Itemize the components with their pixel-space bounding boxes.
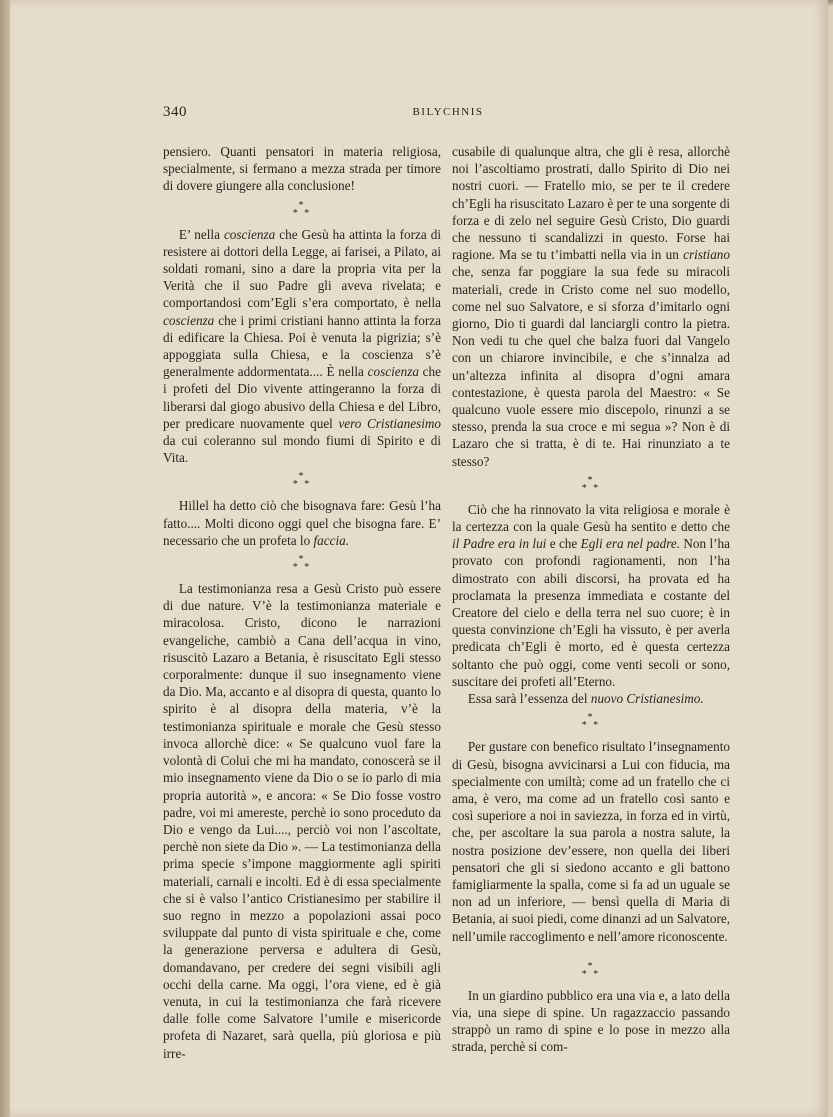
right-column xyxy=(452,143,730,1056)
asterism: * * * xyxy=(292,554,312,574)
paragraph: E’ nella coscienza che Gesù ha attinta la forza di resistere ai dottori della Legge, ai farisei, a Pilato, ai soldati romani, sino a dare la propria vita per la Verità che il suo Padre gli aveva rivelata; e comportandosi com’Egli s’era comportato, è nella coscienza che i primi cristiani hanno attinta la forza di edificare la Chiesa. Poi è venuta la pigrizia; s’è appoggiata sulla Chiesa, e la coscienza s’è generalmente addormentata.... È nella coscienza che i profeti del Dio vivente attingeranno la forza di liberarsi dal giogo abusivo della Chiesa e del Libro, per predicare nuovamente quel vero Cristianesimo da cui coleranno sul mondo fiumi di Spirito e di Vita. xyxy=(163,226,442,466)
paragraph: In un giardino pubblico era una via e, a lato della via, una siepe di spine. Un ragazzaccio passando strappò un ramo di spine e lo pose in mezzo alla strada, perchè si com- xyxy=(452,987,730,1055)
paragraph: Per gustare con benefico risultato l’insegnamento di Gesù, bisogna avvicinarsi a Lui con fiducia, ma specialmente con umiltà; come ad un fratello che ci ama, è vero, ma come ad un fratello così santo e così superiore a noi in saviezza, in forza ed in virtù, che, per ascoltare la sua parola a nostra salute, la nostra posizione dev’essere, non quella dei liberi pensatori che gli si siedono accanto e gli battono famigliarmente la spalla, come si fa ad un uguale se non ad un inferiore, — bensì quella di Maria di Betania, ai suoi piedi, come dinanzi ad un Salvatore, nell’umile raccoglimento e nell’amore riconoscente. xyxy=(452,739,730,944)
paragraph: Essa sarà l’essenza del nuovo Cristianesimo. xyxy=(467,691,704,707)
left-column xyxy=(163,143,441,1062)
asterism: * * * xyxy=(581,960,601,980)
asterism: * * * xyxy=(581,712,601,732)
paragraph: Ciò che ha rinnovato la vita religiosa e morale è la certezza con la quale Gesù ha sentito e detto che il Padre era in lui e che Egli era nel padre. Non l’ha provato con profondi ragionamenti, non l’ha dimostrato con abili discorsi, ha provata ed ha proclamata la presenza immediata e costante del Creatore del cielo e della terra nel suo cuore; è in questa convinzione ch’Egli ha vissuto, è per averla predicata ch’Egli è morto, ed è questa certezza soltanto che può oggi, come venti secoli or sono, suscitare dei profeti all’Eterno. xyxy=(452,501,731,689)
asterism: * * * xyxy=(292,199,312,219)
running-head: BILYCHNIS xyxy=(412,106,484,118)
binding-edge xyxy=(0,0,10,1117)
page-header xyxy=(163,104,733,126)
asterism: * * * xyxy=(292,471,312,491)
asterism: * * * xyxy=(581,474,601,494)
paragraph: Hillel ha detto ciò che bisognava fare: Gesù l’ha fatto.... Molti dicono oggi quel che bisogna fare. E’ necessario che un profeta lo faccia. xyxy=(163,498,441,548)
paragraph: pensiero. Quanti pensatori in materia religiosa, specialmente, si fermano a mezza strada per timore di dovere giungere alla conclusione! xyxy=(163,144,441,194)
paragraph: La testimonianza resa a Gesù Cristo può essere di due nature. V’è la testimonianza materiale e miracolosa. Cristo, dicono le narrazioni evangeliche, cambiò a Cana dell’acqua in vino, risuscitò Lazaro a Betania, è risuscitato Egli stesso corporalmente: dunque il suo insegnamento viene da Dio. Ma, accanto e al disopra di questa, quanto lo spirito è al disopra della materia, v’è la testimonianza spirituale e morale che Gesù stesso invoca allorchè dice: « Se qualcuno vuol fare la volontà di Colui che mi ha mandato, conoscerà se il mio insegnamento viene da Dio o se io parlo di mia propria autorità », e ancora: « Se Dio fosse vostro padre, voi mi amereste, perchè io sono proceduto da Dio e vengo da Lui...., perciò voi non l’ascoltate, perchè non siete da Dio ». — La testimonianza della prima specie s’impone maggiormente agli spiriti materiali, carnali e incolti. Ed è di essa specialmente che si è valso l’antico Cristianesimo per stabilire il suo regno in mezzo a popolazioni assai poco sviluppate dal punto di vista spirituale e che, come la generazione perversa e adultera di Gesù, domandavano, per credere dei segni visibili agli occhi della carne. Ma oggi, l’ora viene, ed è già venuta, in cui la testimonianza che farà ricevere dalle folle come Salvatore l’umile e misericorde profeta di Nazaret, sarà quella, più gloriosa e più irre- xyxy=(163,581,441,1061)
page-number: 340 xyxy=(163,104,187,120)
paragraph: cusabile di qualunque altra, che gli è resa, allorchè noi l’ascoltiamo prostrati, dallo Spirito di Dio nei nostri cuori. — Fratello mio, se per te il credere ch’Egli ha risuscitato Lazaro è per te una sorgente di forza e di zelo nel seguire Gesù Cristo, Dio guardi che nessuno ti scandalizzi in questo. Forse hai ragione. Ma se tu t’imbatti nella via in un cristiano che, senza far poggiare la sua fede su miracoli materiali, crede in Cristo come nel suo modello, come nel suo Salvatore, e si sforza d’imitarlo ogni giorno, Dio ti guardi dal lanciargli contro la pietra. Non vedi tu che quel che balza fuori dal Vangelo con un chiarore invincibile, e che s’innalza ad un’altezza infinita al disopra d’ogni amara contestazione, è questa parola del Maestro: « Se qualcuno vuole essere mio discepolo, rinunzi a se stesso, prenda la sua croce e mi segua »? Non è di Lazaro che si tratta, è di te. Hai rinunziato a te stesso? xyxy=(452,144,730,469)
